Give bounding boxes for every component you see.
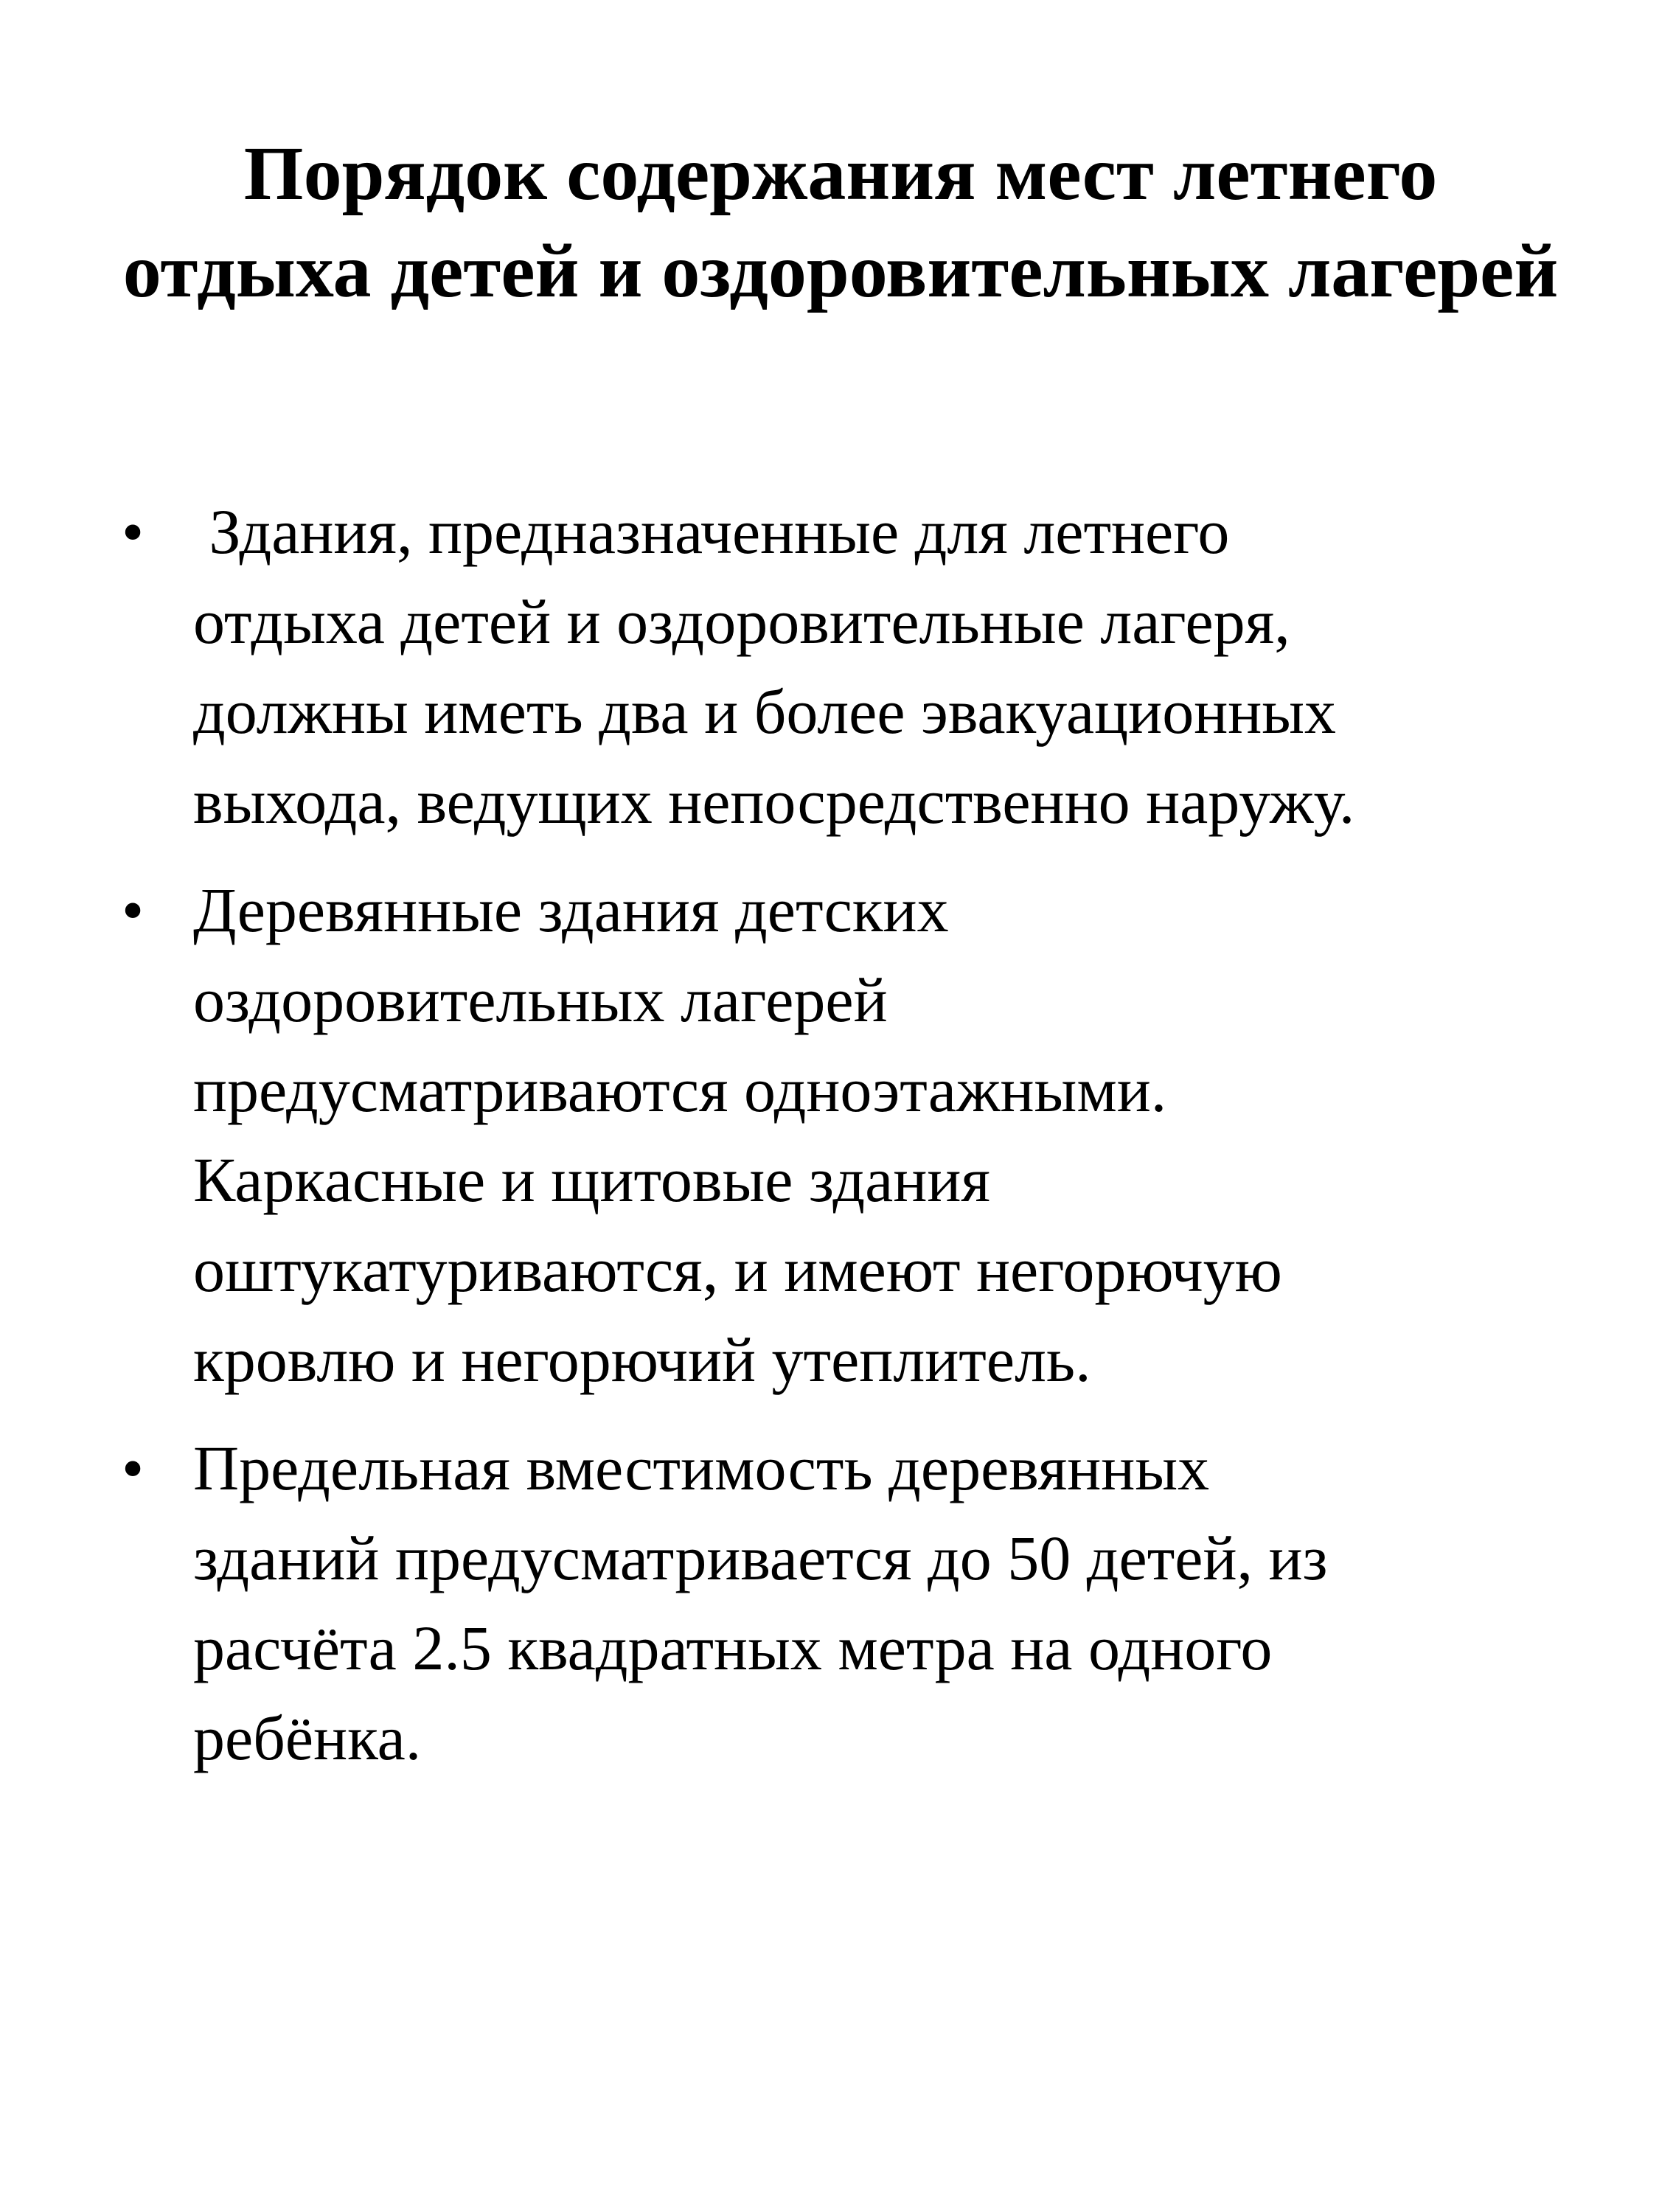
bullet-icon: • [121,496,145,567]
bullet-text: Деревянные здания детских оздоровительных лагерей предусматриваются одноэтажными. Каркасные и щитовые здания оштукатуриваются, и имеют негорючую кровлю и негорючий утеплитель. [193,874,1282,1395]
bullet-icon: • [121,1433,145,1503]
bullet-list [111,487,1585,1801]
bullet-item-capacity-limit [111,1423,1585,1783]
bullet-item-evacuation-exits [111,487,1585,846]
slide-title: Порядок содержания мест летнего отдыха детей и оздоровительных лагерей [122,131,1559,313]
bullet-item-wooden-buildings [111,865,1585,1405]
bullet-icon: • [121,874,145,945]
bullet-text: Здания, предназначенные для летнего отдыха детей и оздоровительные лагеря, должны иметь два и более эвакуационных выхода, ведущих непосредственно наружу. [193,496,1355,837]
bullet-text: Предельная вместимость деревянных зданий предусматривается до 50 детей, из расчёта 2.5 квадратных метра на одного ребёнка. [193,1433,1328,1773]
